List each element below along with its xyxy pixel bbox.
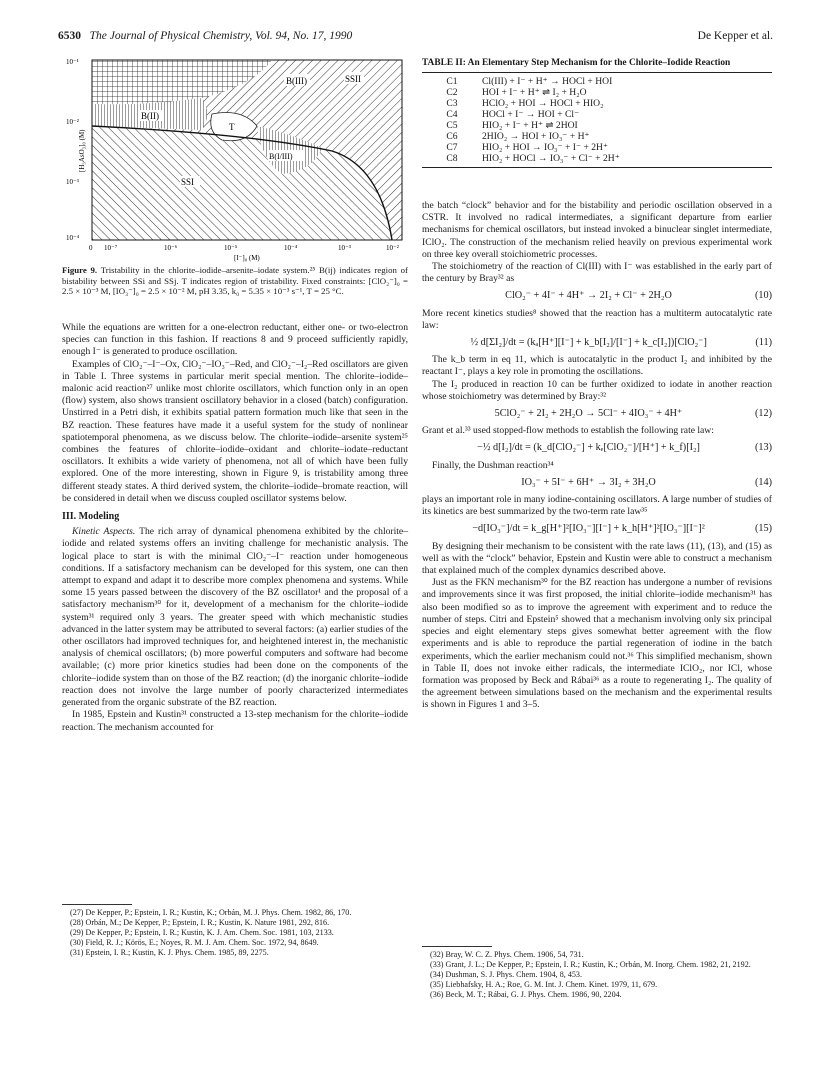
left-column [62, 322, 408, 734]
paragraph: Examples of ClO₂⁻–I⁻–Ox, ClO₂⁻–IO₃⁻–Red, and ClO₂⁻–I₂–Red oscillators are given in Table I. Three systems in particular merit special mention. The chlorite–iodide–malonic acid reaction²⁷ unlike most chlorite oscillators, which function only in an open (flow) system, also shows transient oscillatory behavior in a closed (batch) configuration. Unstirred in a Petri dish, it exhibits spatial pattern formation much like that seen in the BZ reaction. These features have made it a useful system for the study of nonlinear spatiotemporal phenomena, as we discuss below. The chlorite–iodide–arsenite system²⁵ combines the features of chlorite–iodide–oxidant and chlorite–iodate–reductant oscillators. It exhibits a wide variety of phenomena, not all of which have been fully explored. One of the more interesting, shown in Figure 9, is tristability among three different steady states. A third derived system, the chlorite–iodide–bromate reaction, will be considered in detail when we discuss coupled oscillator systems below. [62, 358, 408, 504]
x-tick-0: 0 [89, 244, 93, 252]
label-t: T [229, 122, 235, 132]
figure-caption [62, 265, 408, 297]
equation-15: −d[IO₃⁻]/dt = k_g[H⁺]²[IO₃⁻][I⁻] + k_h[H⁺]²[IO₃⁻][I⁻]² (15) [472, 523, 772, 535]
table-row: C4 HOCl + I⁻ → HOI + Cl⁻ [446, 109, 580, 120]
paragraph: Grant et al.³³ used stopped-flow methods to establish the following rate law: [422, 425, 714, 437]
footnote-rule [422, 946, 492, 947]
paragraph: The stoichiometry of the reaction of Cl(III) with I⁻ was established in the early part of the century by Bray³² as [422, 261, 772, 285]
running-header-authors: De Kepper et al. [697, 30, 773, 42]
paragraph: plays an important role in many iodine-containing oscillators. A large number of studies of its kinetics are best summarized by the two-term rate law³⁵ [422, 494, 772, 518]
paragraph: The k_b term in eq 11, which is autocatalytic in the product I₂ and inhibited by the reactant I⁻, plays a key role in promoting the oscillations. [422, 354, 772, 378]
page-number: 6530 [58, 30, 81, 42]
tristability-plot [62, 56, 408, 262]
caption-label: Figure 9. [62, 265, 98, 275]
x-tick-2: 10⁻⁶ [164, 244, 178, 252]
caption-text: Tristability in the chlorite–iodide–arsenite–iodate system.²⁵ B(ij) indicates region of bistability between SSi and SSj. T indicates region of tristability. Fixed constraints: [ClO₂⁻]₀ = 2.5 × 10⁻³ M, [IO₃⁻]₀ = 2.5 × 10⁻² M, pH 3.35, k₀ = 5.35 × 10⁻³ s⁻¹, T = 25 °C. [62, 265, 408, 297]
x-tick-1: 10⁻⁷ [104, 244, 118, 252]
table-row: C8 HIO₂ + HOCl → IO₃⁻ + Cl⁻ + 2H⁺ [446, 153, 620, 164]
reference: (30) Field, R. J.; Körös, E.; Noyes, R. M. J. Am. Chem. Soc. 1972, 94, 8649. [70, 938, 319, 947]
reference: (36) Beck, M. T.; Rábai, G. J. Phys. Chem. 1986, 90, 2204. [430, 990, 622, 999]
y-tick-2: 10⁻² [66, 118, 79, 126]
journal-citation: The Journal of Physical Chemistry, Vol. 94, No. 17, 1990 [89, 30, 353, 42]
reference: (34) Dushman, S. J. Phys. Chem. 1904, 8, 453. [430, 970, 582, 979]
right-column [422, 200, 772, 712]
paragraph: Finally, the Dushman reaction³⁴ [432, 459, 554, 471]
equation-13: −½ d[I₂]/dt = (k_d[ClO₂⁻] + kₑ[ClO₂⁻]/[H⁺] + k_f)[I₂] (13) [477, 442, 772, 454]
label-b-iii: B(III) [286, 76, 307, 86]
paragraph: the batch “clock” behavior and for the bistability and periodic oscillation observed in a CSTR. It involved no radical intermediates, a significant departure from earlier mechanisms for chemical oscillators, but instead invoked a binuclear singlet intermediate, IClO₂. The construction of the mechanism relied heavily on previous experimental work on three key overall stoichiometric processes. [422, 200, 772, 260]
paragraph: More recent kinetics studies⁸ showed that the reaction has a multiterm autocatalytic rate law: [422, 307, 772, 331]
left-references [62, 908, 408, 958]
table-row: C2 HOI + I⁻ + H⁺ ⇌ I₂ + H₂O [446, 87, 587, 98]
paragraph: By designing their mechanism to be consistent with the rate laws (11), (13), and (15) as well as with the “clock” behavior, Epstein and Kustin were able to construct a mechanism that explained much of the complex dynamics described above. [422, 540, 772, 577]
reference: (29) De Kepper, P.; Epstein, I. R.; Kustin, K. J. Am. Chem. Soc. 1981, 103, 2133. [70, 928, 334, 937]
label-ssii: SSII [345, 74, 362, 84]
section-heading: III. Modeling [62, 511, 120, 523]
y-tick-4: 10⁻⁴ [66, 234, 80, 242]
table-row: C5 HIO₂ + I⁻ + H⁺ ⇌ 2HOI [446, 120, 578, 131]
equation-11: ½ d[ΣI₂]/dt = (kₐ[H⁺][I⁻] + k_b[I₂]/[I⁻] + k_c[I₂])[ClO₂⁻] (11) [470, 337, 772, 349]
reference: (27) De Kepper, P.; Epstein, I. R.; Kustin, K.; Orbán, M. J. Phys. Chem. 1982, 86, 170. [70, 908, 352, 917]
label-b-i-iii: B(I/III) [269, 152, 293, 161]
y-tick-3: 10⁻³ [66, 178, 79, 186]
x-tick-6: 10⁻² [386, 244, 399, 252]
paragraph: Just as the FKN mechanism³⁰ for the BZ reaction has undergone a number of revisions and improvements since it was first proposed, the initial chlorite–iodide mechanism³¹ has also been modified so as to improve the agreement with experiment and to reduce the number of steps. Citri and Epstein⁵ showed that a mechanism involving only six principal species and eight elementary steps gives somewhat better agreement with the flow experiments and is able to reproduce the partial regeneration of iodine in the batch experiments, which the earlier mechanism could not.³⁶ This simplified mechanism, shown in Table II, does not invoke either radicals, the intermediate IClO₂, nor ICl, whose formation was proposed by Beck and Rábai³⁶ as a route to regenerating I₂. The quality of the agreement between simulations based on the mechanism and the experimental results is shown in Figures 1 and 3–5. [422, 577, 772, 711]
x-tick-5: 10⁻³ [338, 244, 351, 252]
label-ssi: SSI [181, 177, 195, 187]
equation-12: 5ClO₂⁻ + 2I₂ + 2H₂O → 5Cl⁻ + 4IO₃⁻ + 4H⁺ (12) [494, 408, 772, 420]
paragraph [62, 526, 408, 709]
equation-10: ClO₂⁻ + 4I⁻ + 4H⁺ → 2I₂ + Cl⁻ + 2H₂O (10) [505, 290, 772, 302]
x-tick-3: 10⁻⁵ [224, 244, 238, 252]
reference: (33) Grant, J. L.; De Kepper, P.; Epstein, I. R.; Kustin, K.; Orbán, M. Inorg. Chem. 1982, 21, 2192. [430, 960, 751, 969]
running-header-left [58, 30, 418, 42]
paragraph: While the equations are written for a one-electron reductant, either one- or two-electron species can function in this fashion. If reactions 8 and 9 proceed sufficiently rapidly, enough I⁻ is generated to produce oscillation. [62, 322, 408, 358]
table-row: C3 HClO₂ + HOI → HOCl + HIO₂ [446, 98, 604, 109]
y-axis-label: [H₃AsO₃]₀ (M) [78, 129, 86, 172]
y-tick-1: 10⁻¹ [66, 58, 79, 66]
equation-14: IO₃⁻ + 5I⁻ + 6H⁺ → 3I₂ + 3H₂O (14) [521, 476, 772, 488]
footnote-rule [62, 904, 132, 905]
table-ii [422, 58, 772, 168]
x-tick-4: 10⁻⁴ [284, 244, 298, 252]
figure-9 [62, 56, 408, 262]
reference: (31) Epstein, I. R.; Kustin, K. J. Phys. Chem. 1985, 89, 2275. [70, 948, 269, 957]
reference: (35) Liebhafsky, H. A.; Roe, G. M. Int. J. Chem. Kinet. 1979, 11, 679. [430, 980, 658, 989]
paragraph: In 1985, Epstein and Kustin³¹ constructed a 13-step mechanism for the chlorite–iodide reaction. The mechanism accounted for [62, 709, 408, 733]
label-b-ii: B(II) [141, 111, 159, 121]
table-row: C1 Cl(III) + I⁻ + H⁺ → HOCl + HOI [446, 76, 613, 87]
run-in-heading: Kinetic Aspects. [72, 526, 136, 538]
table-title: TABLE II: An Elementary Step Mechanism for the Chlorite–Iodide Reaction [422, 58, 772, 73]
right-references [422, 950, 772, 1000]
table-row: C7 HIO₂ + HOI → IO₃⁻ + I⁻ + 2H⁺ [446, 142, 609, 153]
paragraph-text: The rich array of dynamical phenomena exhibited by the chlorite–iodide and related systems offers an inviting challenge for mechanistic analysis. The logical place to start is with the minimal ClO₂⁻–I⁻ reaction under homogeneous conditions. If a satisfactory mechanism can be developed for this system, one can then attempt to expand and adapt it to describe more complex phenomena and systems. While some 15 years passed between the discovery of the BZ oscillator¹ and the proposal of a satisfactory mechanism³⁰ for it, development of a mechanism for the chlorite–iodide system³¹ required only 3 years. The greater speed with which mechanistic studies advanced in the latter system may be attributed to several factors: (a) earlier studies of the other oscillators had improved techniques for, and heightened interest in, the mechanistic analysis of chemical oscillators; (b) more powerful computers and software had become available; (c) more prior kinetics studies had been done on the components of the chlorite–iodide system than on those of the BZ reaction; (d) the inorganic chlorite–iodide reaction does not involve the large number of poorly characterized intermediates generated from the organic substrate of the BZ reaction. [62, 526, 408, 709]
table-row: C6 2HIO₂ → HOI + IO₃⁻ + H⁺ [446, 131, 590, 142]
x-axis-label: [I⁻]₀ (M) [234, 254, 260, 262]
reference: (28) Orbán, M.; De Kepper, P.; Epstein, I. R.; Kustin, K. Nature 1981, 292, 816. [70, 918, 330, 927]
reference: (32) Bray, W. C. Z. Phys. Chem. 1906, 54, 731. [430, 950, 584, 959]
paragraph: The I₂ produced in reaction 10 can be further oxidized to iodate in another reaction whose stoichiometry was determined by Bray:³² [422, 378, 772, 402]
